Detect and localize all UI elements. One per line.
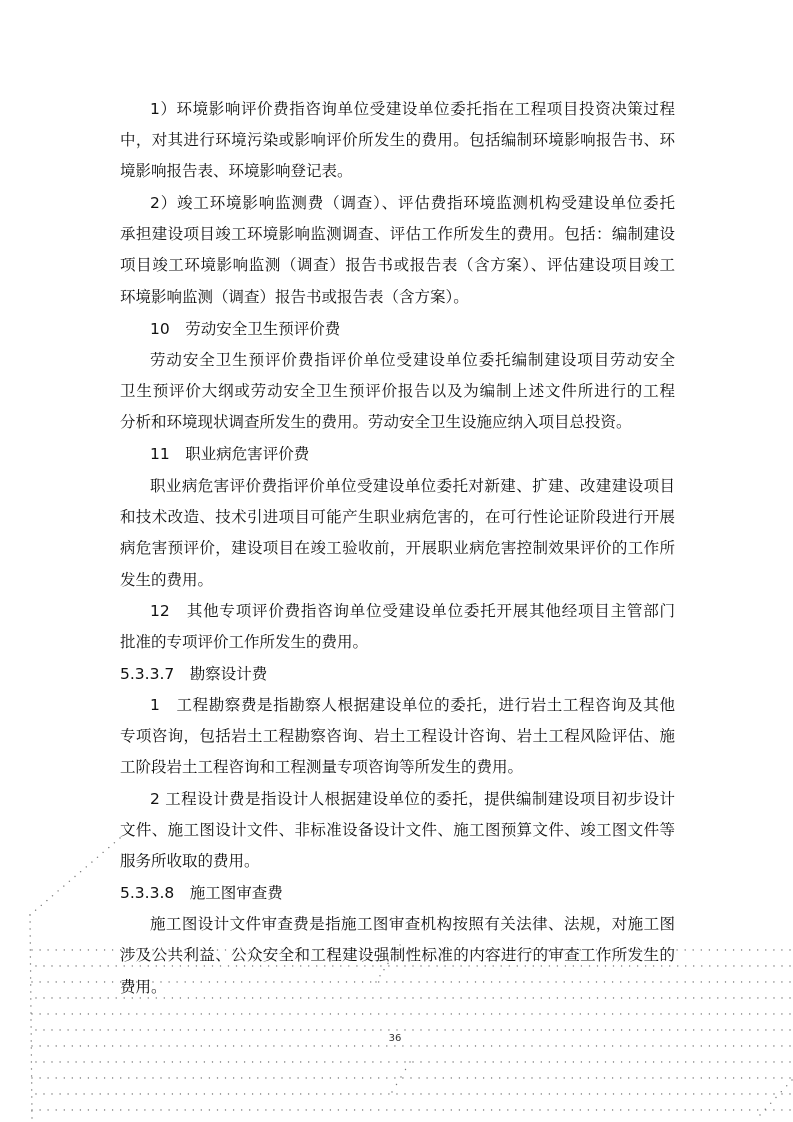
paragraph-line: 项目竣工环境影响监测（调查）报告书或报告表（含方案）、评估建设项目竣工 bbox=[120, 256, 675, 274]
paragraph-line: 发生的费用。 bbox=[120, 571, 214, 589]
paragraph-line: 1 工程勘察费是指勘察人根据建设单位的委托，进行岩土工程咨询及其他 bbox=[150, 696, 675, 714]
paragraph-line: 1）环境影响评价费指咨询单位受建设单位委托指在工程项目投资决策过程 bbox=[150, 100, 675, 118]
paragraph-line: 病危害预评价，建设项目在竣工验收前，开展职业病危害控制效果评价的工作所 bbox=[120, 539, 675, 557]
paragraph-line: 2）竣工环境影响监测费（调查）、评估费指环境监测机构受建设单位委托 bbox=[150, 194, 675, 212]
paragraph-line: 批准的专项评价工作所发生的费用。 bbox=[120, 633, 369, 651]
paragraph-line: 环境影响监测（调查）报告书或报告表（含方案）。 bbox=[120, 288, 469, 306]
paragraph-line: 服务所收取的费用。 bbox=[120, 852, 260, 870]
paragraph-line: 专项咨询，包括岩土工程勘察咨询、岩土工程设计咨询、岩土工程风险评估、施 bbox=[120, 727, 675, 745]
paragraph-line: 费用。 bbox=[120, 978, 167, 996]
paragraph-line: 卫生预评价大纲或劳动安全卫生预评价报告以及为编制上述文件所进行的工程 bbox=[120, 382, 675, 400]
paragraph-line: 涉及公共利益、公众安全和工程建设强制性标准的内容进行的审查工作所发生的 bbox=[120, 946, 675, 964]
paragraph-line: 劳动安全卫生预评价费指评价单位受建设单位委托编制建设项目劳动安全 bbox=[150, 351, 675, 369]
paragraph-line: 12 其他专项评价费指咨询单位受建设单位委托开展其他经项目主管部门 bbox=[150, 602, 675, 620]
page-number: 36 bbox=[388, 1033, 402, 1044]
paragraph-line: 工阶段岩土工程咨询和工程测量专项咨询等所发生的费用。 bbox=[120, 758, 524, 776]
paragraph-line: 2 工程设计费是指设计人根据建设单位的委托，提供编制建设项目初步设计 bbox=[150, 790, 675, 808]
paragraph-line: 分析和环境现状调查所发生的费用。劳动安全卫生设施应纳入项目总投资。 bbox=[120, 413, 632, 431]
paragraph-line: 职业病危害评价费指评价单位受建设单位委托对新建、扩建、改建建设项目 bbox=[150, 477, 675, 495]
paragraph-line: 境影响报告表、环境影响登记表。 bbox=[120, 162, 353, 180]
section-heading: 5.3.3.7 勘察设计费 bbox=[120, 665, 268, 683]
paragraph-line: 承担建设项目竣工环境影响监测调查、评估工作所发生的费用。包括：编制建设 bbox=[120, 225, 675, 243]
paragraph-line: 和技术改造、技术引进项目可能产生职业病危害的，在可行性论证阶段进行开展 bbox=[120, 508, 675, 526]
paragraph-line: 施工图设计文件审查费是指施工图审查机构按照有关法律、法规，对施工图 bbox=[150, 915, 675, 933]
paragraph-line: 文件、施工图设计文件、非标准设备设计文件、施工图预算文件、竣工图文件等 bbox=[120, 821, 675, 839]
item-heading: 10 劳动安全卫生预评价费 bbox=[150, 320, 341, 338]
item-heading: 11 职业病危害评价费 bbox=[150, 445, 310, 463]
paragraph-line: 中，对其进行环境污染或影响评价所发生的费用。包括编制环境影响报告书、环 bbox=[120, 131, 675, 149]
section-heading: 5.3.3.8 施工图审查费 bbox=[120, 884, 283, 902]
